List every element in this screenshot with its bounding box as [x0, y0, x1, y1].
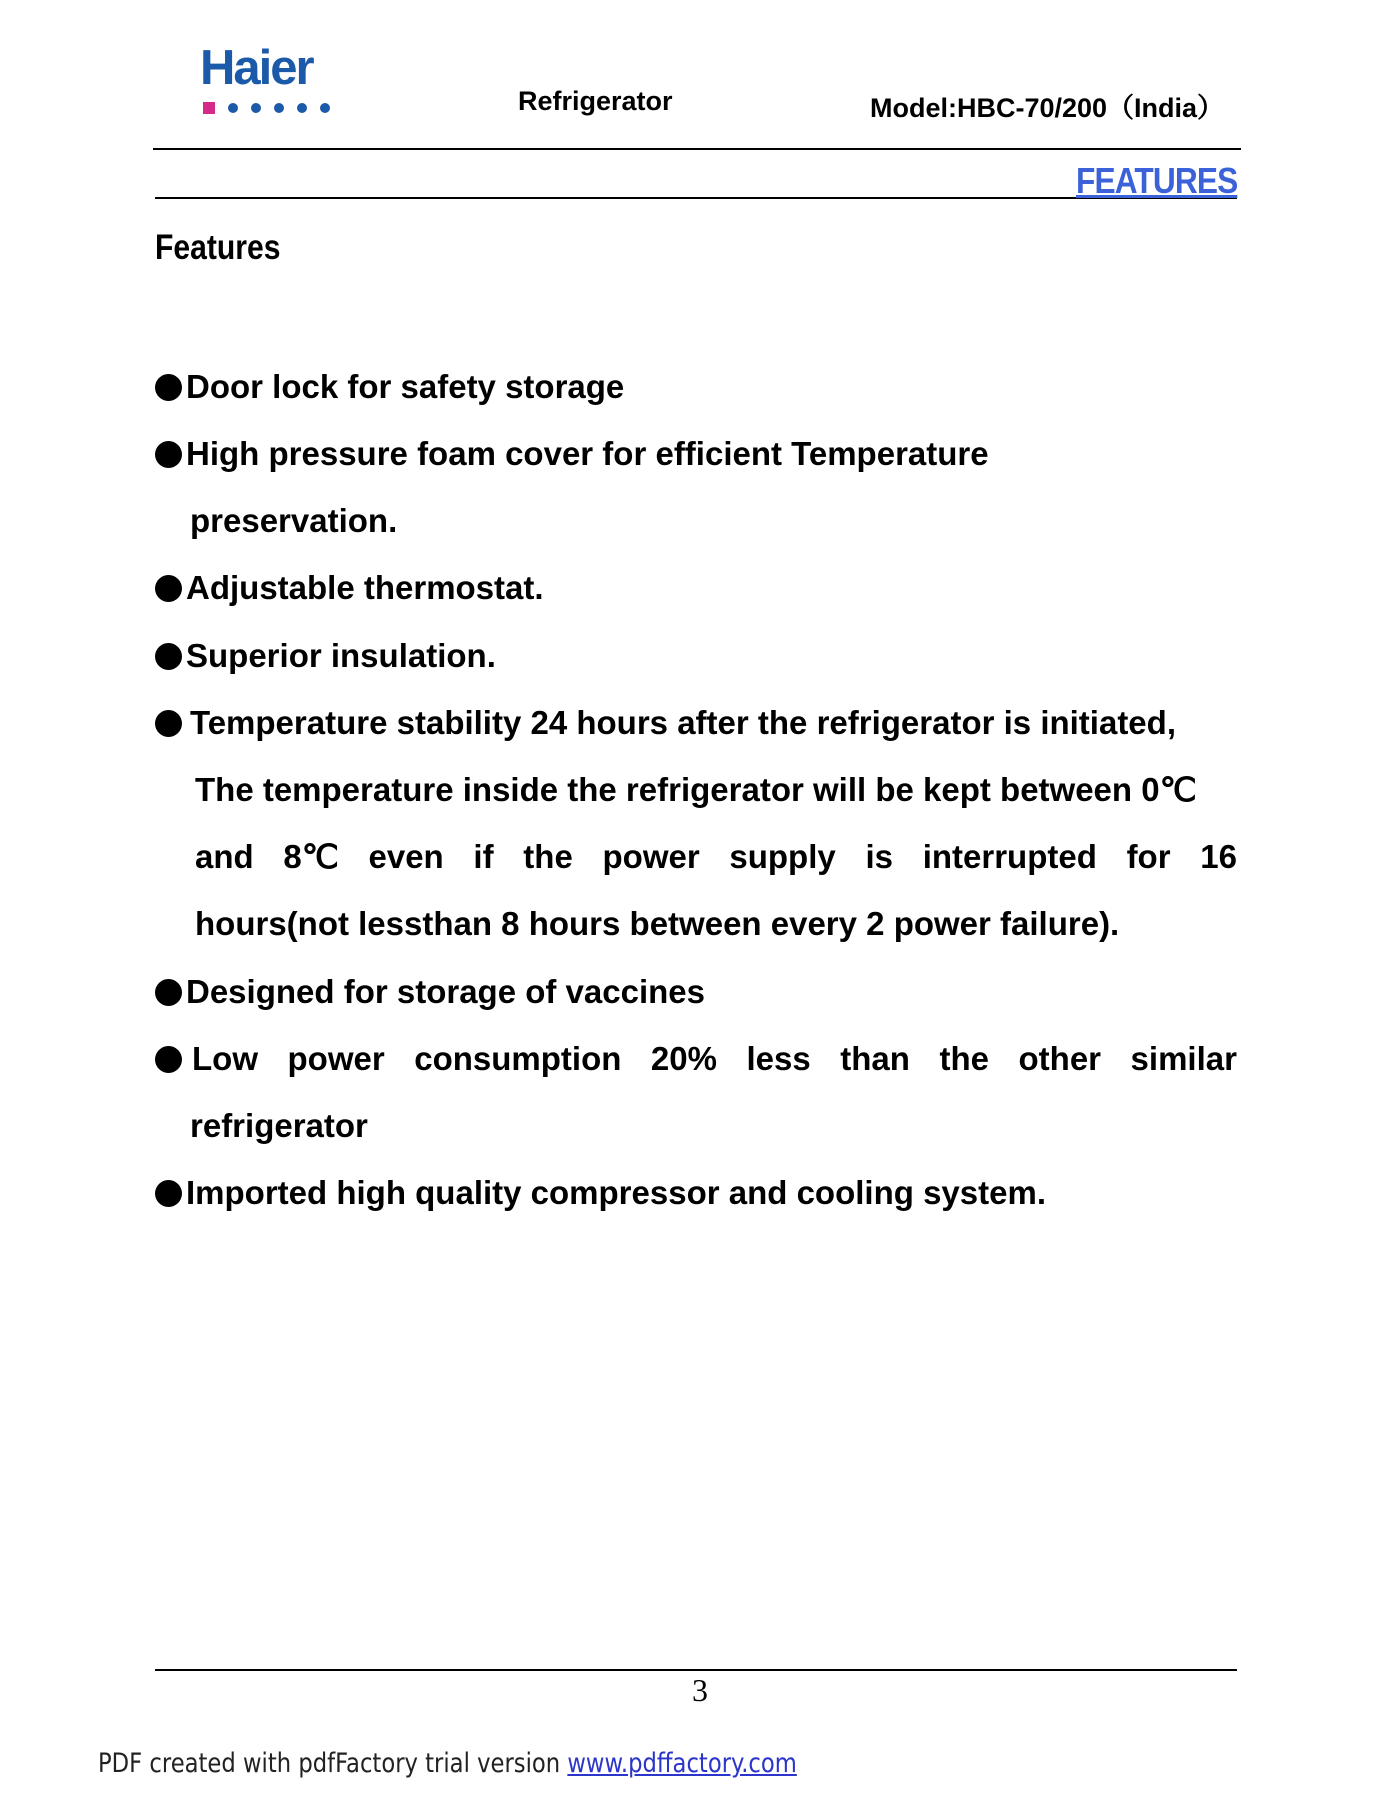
header-product: Refrigerator	[518, 86, 673, 116]
list-item: Imported high quality compressor and cooling system.	[155, 1173, 1237, 1213]
list-item: Adjustable thermostat.	[155, 568, 1237, 608]
page-number: 3	[692, 1672, 708, 1708]
list-item: Superior insulation.	[155, 636, 1237, 676]
list-item: Designed for storage of vaccines	[155, 972, 1237, 1012]
list-item: High pressure foam cover for efficient Temperature	[155, 434, 1237, 474]
bullet-icon	[155, 979, 182, 1006]
footer-divider	[155, 1669, 1237, 1671]
bullet-icon	[155, 710, 182, 737]
header-divider	[153, 148, 1241, 150]
haier-logo	[200, 41, 360, 114]
bullet-icon	[155, 643, 182, 670]
list-item-continuation: The temperature inside the refrigerator will be kept between 0℃	[195, 771, 1197, 808]
bullet-icon	[155, 1046, 182, 1073]
pdf-footer-note	[98, 1748, 797, 1779]
bullet-icon	[155, 374, 182, 401]
list-item-continuation: hours(not lessthan 8 hours between every 2 power failure).	[195, 905, 1120, 942]
list-item: Temperature stability 24 hours after the refrigerator is initiated,	[155, 703, 1237, 743]
bullet-icon	[155, 1180, 182, 1207]
page-title: Features	[155, 228, 281, 267]
bullet-icon	[155, 575, 182, 602]
bullet-icon	[155, 441, 182, 468]
list-item-continuation: and 8℃ even if the power supply is interrupted for 16	[195, 838, 1237, 875]
logo-wordmark: Haier	[200, 41, 313, 95]
footer-prefix: PDF created with pdfFactory trial version	[98, 1748, 568, 1779]
section-divider	[155, 197, 1237, 199]
list-item: Door lock for safety storage	[155, 367, 1237, 407]
list-item: Low power consumption 20% less than the other similar	[155, 1039, 1237, 1079]
header-model: Model:HBC-70/200（India）	[870, 93, 1225, 123]
logo-dots	[203, 99, 343, 113]
list-item-continuation: preservation.	[190, 502, 398, 539]
features-link[interactable]: FEATURES	[1075, 160, 1237, 201]
list-item-continuation: refrigerator	[190, 1107, 368, 1144]
pdffactory-link[interactable]: www.pdffactory.com	[567, 1748, 797, 1779]
